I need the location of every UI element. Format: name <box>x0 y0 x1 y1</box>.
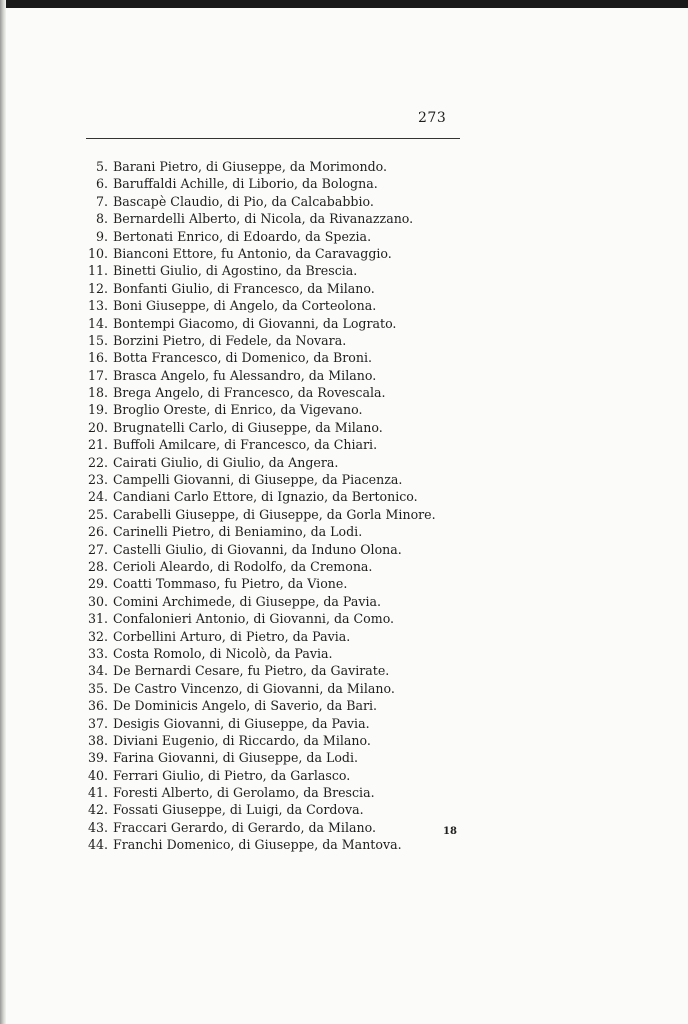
entry-text: De Bernardi Cesare, fu Pietro, da Gavirate. <box>113 663 390 679</box>
entry-text: Franchi Domenico, di Giuseppe, da Mantova. <box>113 837 402 853</box>
entry-number: 36. <box>87 698 108 714</box>
list-item <box>80 628 480 645</box>
list-item <box>80 210 480 227</box>
entry-text: Costa Romolo, di Nicolò, da Pavia. <box>113 645 333 661</box>
list-item <box>80 784 480 801</box>
entry-number: 22. <box>87 454 108 470</box>
entry-number: 39. <box>87 750 108 766</box>
list-item <box>80 732 480 749</box>
entry-text: Bernardelli Alberto, di Nicola, da Rivanazzano. <box>113 211 414 227</box>
list-item <box>80 419 480 436</box>
list-item <box>80 332 480 349</box>
list-item <box>80 384 480 401</box>
list-item <box>80 228 480 245</box>
entry-text: Campelli Giovanni, di Giuseppe, da Piacenza. <box>113 472 403 488</box>
entry-text: Coatti Tommaso, fu Pietro, da Vione. <box>113 576 348 592</box>
entry-number: 13. <box>87 298 108 314</box>
entry-number: 32. <box>87 628 108 644</box>
list-item <box>80 593 480 610</box>
list-item <box>80 454 480 471</box>
list-item <box>80 645 480 662</box>
entry-text: Borzini Pietro, di Fedele, da Novara. <box>113 332 347 348</box>
entry-number: 26. <box>87 524 108 540</box>
entry-number: 20. <box>87 419 108 435</box>
entry-number: 42. <box>87 802 108 818</box>
entry-number: 35. <box>87 680 108 696</box>
entry-number: 31. <box>87 611 108 627</box>
list-item <box>80 262 480 279</box>
entry-text: Castelli Giulio, di Giovanni, da Induno Olona. <box>113 541 402 557</box>
entry-text: Foresti Alberto, di Gerolamo, da Brescia. <box>113 785 375 801</box>
list-item <box>80 749 480 766</box>
entry-text: Fraccari Gerardo, di Gerardo, da Milano. <box>113 819 376 835</box>
name-list <box>80 158 480 854</box>
list-item <box>80 175 480 192</box>
entry-text: Comini Archimede, di Giuseppe, da Pavia. <box>113 593 381 609</box>
list-item <box>80 488 480 505</box>
entry-number: 44. <box>87 837 108 853</box>
entry-text: Carinelli Pietro, di Beniamino, da Lodi. <box>113 524 363 540</box>
entry-text: Bertonati Enrico, di Edoardo, da Spezia. <box>113 228 372 244</box>
list-item <box>80 245 480 262</box>
entry-text: Buffoli Amilcare, di Francesco, da Chiari. <box>113 437 378 453</box>
entry-number: 15. <box>87 332 108 348</box>
list-item <box>80 836 480 853</box>
entry-text: Candiani Carlo Ettore, di Ignazio, da Bertonico. <box>113 489 418 505</box>
entry-number: 28. <box>87 558 108 574</box>
entry-number: 25. <box>87 506 108 522</box>
entry-number: 34. <box>87 663 108 679</box>
entry-text: Boni Giuseppe, di Angelo, da Corteolona. <box>113 298 377 314</box>
scan-left-edge <box>0 0 6 1024</box>
scan-top-edge <box>0 0 688 8</box>
list-item <box>80 315 480 332</box>
entry-number: 41. <box>87 785 108 801</box>
list-item <box>80 367 480 384</box>
entry-text: De Castro Vincenzo, di Giovanni, da Milano. <box>113 680 395 696</box>
entry-number: 7. <box>95 193 108 209</box>
list-item <box>80 297 480 314</box>
entry-number: 43. <box>87 819 108 835</box>
entry-number: 18. <box>87 385 108 401</box>
list-item <box>80 471 480 488</box>
entry-text: Ferrari Giulio, di Pietro, da Garlasco. <box>113 767 351 783</box>
entry-number: 21. <box>87 437 108 453</box>
entry-text: Bascapè Claudio, di Pio, da Calcababbio. <box>113 193 374 209</box>
list-item <box>80 158 480 175</box>
entry-number: 33. <box>87 645 108 661</box>
list-item <box>80 349 480 366</box>
entry-number: 40. <box>87 767 108 783</box>
entry-text: Farina Giovanni, di Giuseppe, da Lodi. <box>113 750 359 766</box>
entry-text: Bonfanti Giulio, di Francesco, da Milano. <box>113 280 375 296</box>
entry-text: Brasca Angelo, fu Alessandro, da Milano. <box>113 367 377 383</box>
entry-text: Baruffaldi Achille, di Liborio, da Bologna. <box>113 176 378 192</box>
header-rule <box>86 138 460 139</box>
entry-number: 6. <box>95 176 108 192</box>
entry-text: Cerioli Aleardo, di Rodolfo, da Cremona. <box>113 558 373 574</box>
entry-number: 23. <box>87 472 108 488</box>
entry-number: 14. <box>87 315 108 331</box>
list-item <box>80 575 480 592</box>
list-item <box>80 401 480 418</box>
entry-text: Binetti Giulio, di Agostino, da Brescia. <box>113 263 358 279</box>
entry-number: 38. <box>87 732 108 748</box>
entry-text: Botta Francesco, di Domenico, da Broni. <box>113 350 372 366</box>
list-item <box>80 506 480 523</box>
list-item <box>80 767 480 784</box>
entry-text: Cairati Giulio, di Giulio, da Angera. <box>113 454 339 470</box>
entry-number: 12. <box>87 280 108 296</box>
entry-number: 5. <box>95 159 108 174</box>
entry-text: Diviani Eugenio, di Riccardo, da Milano. <box>113 732 371 748</box>
list-item <box>80 680 480 697</box>
entry-number: 9. <box>95 228 108 244</box>
entry-text: Corbellini Arturo, di Pietro, da Pavia. <box>113 628 351 644</box>
entry-number: 16. <box>87 350 108 366</box>
list-item <box>80 193 480 210</box>
entry-text: Desigis Giovanni, di Giuseppe, da Pavia. <box>113 715 370 731</box>
list-item <box>80 610 480 627</box>
entry-text: Broglio Oreste, di Enrico, da Vigevano. <box>113 402 363 418</box>
entry-number: 37. <box>87 715 108 731</box>
entry-text: Fossati Giuseppe, di Luigi, da Cordova. <box>113 802 364 818</box>
list-item <box>80 523 480 540</box>
list-item <box>80 697 480 714</box>
entry-text: Barani Pietro, di Giuseppe, da Morimondo. <box>113 159 388 174</box>
entry-text: De Dominicis Angelo, di Saverio, da Bari. <box>113 698 378 714</box>
entry-number: 24. <box>87 489 108 505</box>
entry-text: Bontempi Giacomo, di Giovanni, da Lograto. <box>113 315 397 331</box>
entry-number: 8. <box>95 211 108 227</box>
entry-number: 27. <box>87 541 108 557</box>
entry-number: 29. <box>87 576 108 592</box>
list-item <box>80 436 480 453</box>
list-item <box>80 558 480 575</box>
list-item <box>80 541 480 558</box>
list-item <box>80 662 480 679</box>
entry-text: Brega Angelo, di Francesco, da Rovescala. <box>113 385 386 401</box>
entry-text: Bianconi Ettore, fu Antonio, da Caravaggio. <box>113 245 392 261</box>
list-item <box>80 819 480 836</box>
entry-number: 19. <box>87 402 108 418</box>
list-item <box>80 801 480 818</box>
entry-number: 10. <box>87 245 108 261</box>
list-item <box>80 280 480 297</box>
entry-number: 11. <box>87 263 108 279</box>
list-item <box>80 715 480 732</box>
signature-mark: 18 <box>443 826 457 837</box>
entry-text: Carabelli Giuseppe, di Giuseppe, da Gorla Minore. <box>113 506 436 522</box>
entry-text: Confalonieri Antonio, di Giovanni, da Como. <box>113 611 395 627</box>
entry-number: 17. <box>87 367 108 383</box>
page-number: 273 <box>418 110 447 126</box>
entry-number: 30. <box>87 593 108 609</box>
entry-text: Brugnatelli Carlo, di Giuseppe, da Milano. <box>113 419 383 435</box>
